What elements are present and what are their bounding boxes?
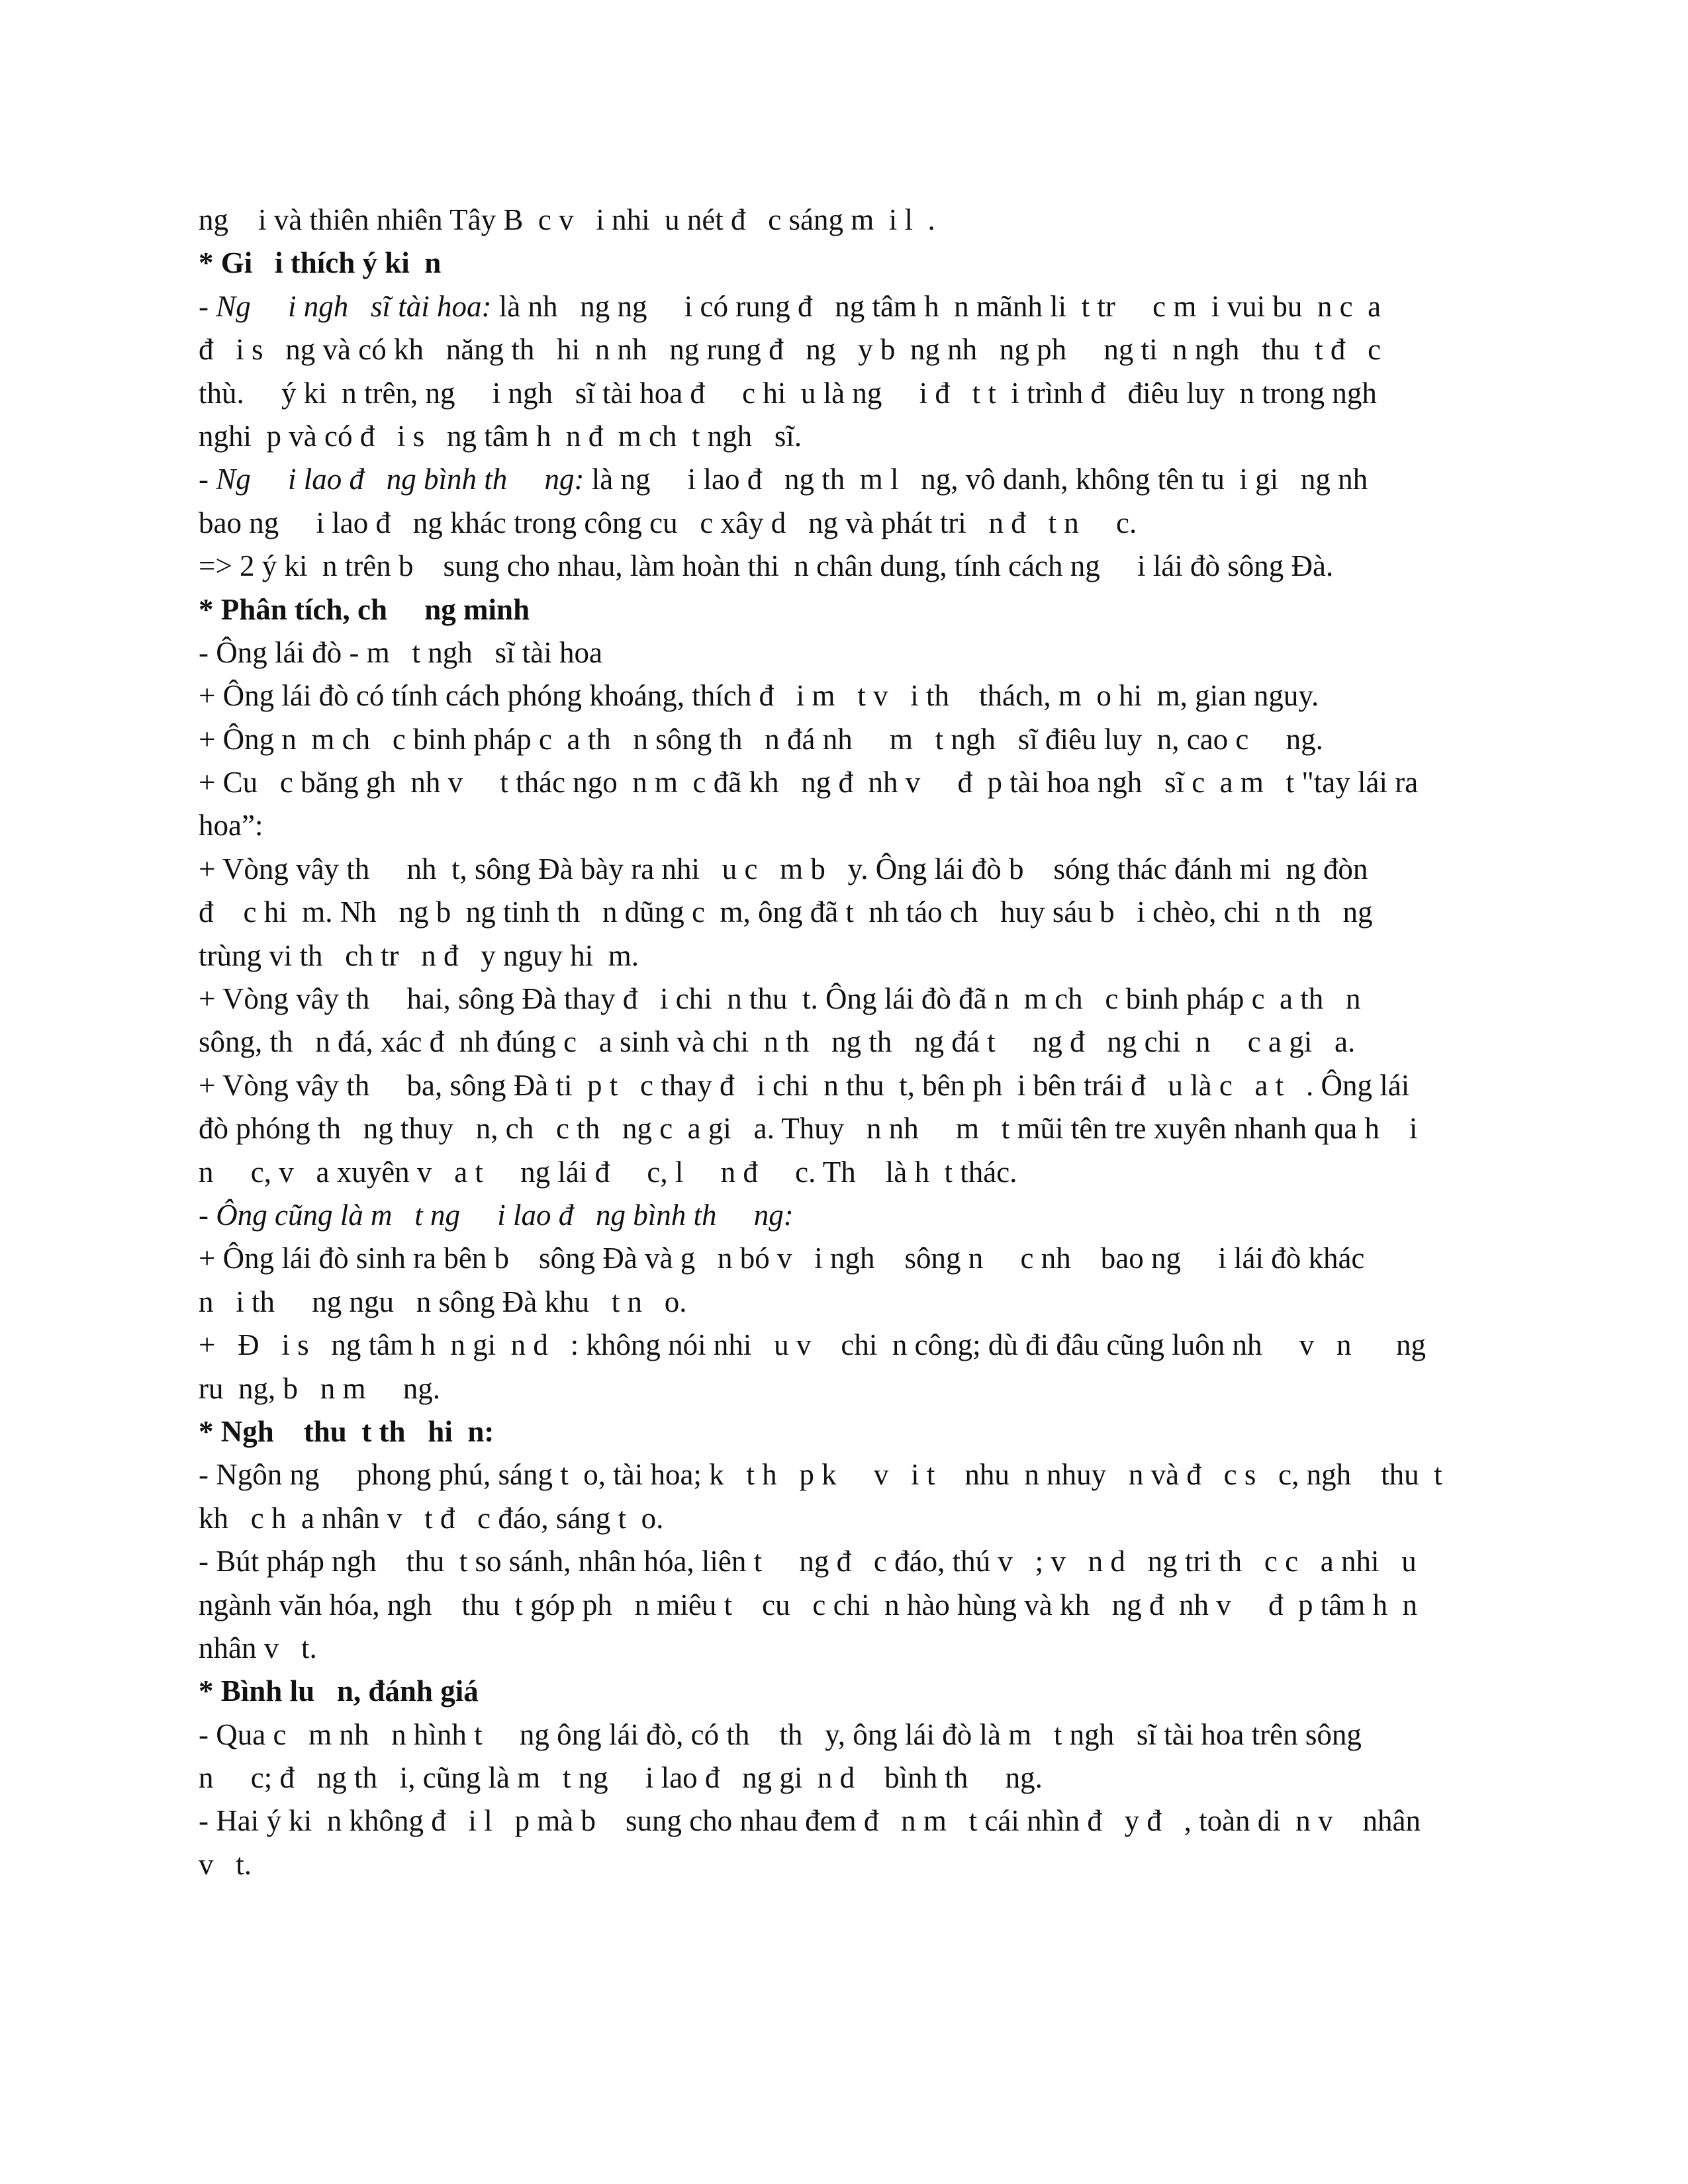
text-line: [199, 372, 1496, 415]
text-run: đ c hi m. Nh ng b ng tinh th n dũng c m, ông đã t nh táo ch huy sáu b i chèo, chi n th ng: [199, 895, 1373, 929]
italic-term: - Ông cũng là m t ng i lao đ ng bình th ng:: [199, 1198, 794, 1232]
text-line: [199, 285, 1496, 328]
text-line: [199, 804, 1496, 847]
text-line: [199, 1107, 1496, 1150]
text-line: [199, 1799, 1496, 1843]
text-line: [199, 1627, 1496, 1670]
text-line: [199, 1670, 1496, 1713]
text-run: đ i s ng và có kh năng th hi n nh ng rung đ ng y b ng nh ng ph ng ti n ngh thu t đ c: [199, 333, 1382, 367]
text-line: [199, 891, 1496, 934]
text-line: [199, 848, 1496, 891]
section-heading: * Gi i thích ý ki n: [199, 246, 442, 280]
text-run: hoa”:: [199, 809, 263, 842]
text-line: [199, 1064, 1496, 1107]
italic-term: - Ng i ngh sĩ tài hoa:: [199, 289, 492, 323]
section-heading: * Ngh thu t th hi n:: [199, 1414, 494, 1448]
text-run: + Vòng vây th nh t, sông Đà bày ra nhi u c m b y. Ông lái đò b sóng thác đánh mi ng đòn: [199, 852, 1368, 886]
text-run: - Ông lái đò - m t ngh sĩ tài hoa: [199, 635, 602, 669]
text-run: nhân v t.: [199, 1631, 317, 1664]
section-heading: * Bình lu n, đánh giá: [199, 1674, 479, 1708]
text-line: [199, 415, 1496, 458]
text-run: nghi p và có đ i s ng tâm h n đ m ch t ngh sĩ.: [199, 419, 802, 453]
text-line: [199, 1194, 1496, 1237]
text-line: [199, 1497, 1496, 1540]
text-run: ru ng, b n m ng.: [199, 1371, 440, 1405]
text-line: [199, 502, 1496, 545]
text-run: + Ông n m ch c binh pháp c a th n sông th n đá nh m t ngh sĩ điêu luy n, cao c ng.: [199, 722, 1323, 756]
text-run: + Vòng vây th ba, sông Đà ti p t c thay đ i chi n thu t, bên ph i bên trái đ u là c a t . Ông lái: [199, 1068, 1410, 1102]
text-run: ngành văn hóa, ngh thu t góp ph n miêu t cu c chi n hào hùng và kh ng đ nh v đ p tâm h n: [199, 1588, 1418, 1621]
text-run: + Cu c băng gh nh v t thác ngo n m c đã kh ng đ nh v đ p tài hoa ngh sĩ c a m t "tay lái ra: [199, 766, 1419, 799]
text-run: bao ng i lao đ ng khác trong công cu c xây d ng và phát tri n đ t n c.: [199, 506, 1137, 539]
italic-term: - Ng i lao đ ng bình th ng:: [199, 463, 585, 496]
text-run: v t.: [199, 1847, 252, 1881]
text-line: [199, 1410, 1496, 1453]
text-line: [199, 674, 1496, 717]
text-run: + Ông lái đò có tính cách phóng khoáng, thích đ i m t v i th thách, m o hi m, gian nguy.: [199, 679, 1319, 713]
text-run: - Hai ý ki n không đ i l p mà b sung cho nhau đem đ n m t cái nhìn đ y đ , toàn di n v nhân: [199, 1804, 1421, 1838]
text-run: sông, th n đá, xác đ nh đúng c a sinh và chi n th ng th ng đá t ng đ ng chi n c a gi a.: [199, 1025, 1356, 1059]
text-run: + Vòng vây th hai, sông Đà thay đ i chi n thu t. Ông lái đò đã n m ch c binh pháp c a th n: [199, 982, 1361, 1016]
text-line: [199, 1281, 1496, 1324]
text-run: + Ông lái đò sinh ra bên b sông Đà và g n bó v i ngh sông n c nh bao ng i lái đò khác: [199, 1242, 1365, 1275]
text-run: n i th ng ngu n sông Đà khu t n o.: [199, 1285, 687, 1318]
text-run: là ng i lao đ ng th m l ng, vô danh, không tên tu i gi ng nh: [584, 463, 1368, 496]
text-line: [199, 1584, 1496, 1627]
text-run: => 2 ý ki n trên b sung cho nhau, làm hoàn thi n chân dung, tính cách ng i lái đò sông Đà.: [199, 549, 1334, 583]
text-run: n c, v a xuyên v a t ng lái đ c, l n đ c. Th là h t thác.: [199, 1155, 1017, 1189]
text-line: [199, 1843, 1496, 1886]
text-line: [199, 1021, 1496, 1064]
text-run: là nh ng ng i có rung đ ng tâm h n mãnh li t tr c m i vui bu n c a: [491, 289, 1382, 323]
text-run: đò phóng th ng thuy n, ch c th ng c a gi a. Thuy n nh m t mũi tên tre xuyên nhanh qua h i: [199, 1112, 1418, 1146]
text-line: [199, 718, 1496, 761]
text-run: - Qua c m nh n hình t ng ông lái đò, có th th y, ông lái đò là m t ngh sĩ tài hoa trên sông: [199, 1717, 1362, 1751]
text-line: [199, 199, 1496, 242]
text-line: [199, 1540, 1496, 1583]
text-run: trùng vi th ch tr n đ y nguy hi m.: [199, 938, 639, 972]
text-run: ng i và thiên nhiên Tây B c v i nhi u nét đ c sáng m i l .: [199, 203, 935, 236]
text-line: [199, 631, 1496, 674]
text-run: n c; đ ng th i, cũng là m t ng i lao đ ng gi n d bình th ng.: [199, 1761, 1043, 1795]
text-run: - Bút pháp ngh thu t so sánh, nhân hóa, liên t ng đ c đáo, thú v ; v n d ng tri th c c a nhi u: [199, 1545, 1417, 1578]
text-line: [199, 978, 1496, 1021]
text-line: [199, 545, 1496, 588]
section-heading: * Phân tích, ch ng minh: [199, 592, 530, 626]
text-run: - Ngôn ng phong phú, sáng t o, tài hoa; k t h p k v i t nhu n nhuy n và đ c s c, ngh thu t: [199, 1458, 1442, 1492]
text-run: thù. ý ki n trên, ng i ngh sĩ tài hoa đ c hi u là ng i đ t t i trình đ điêu luy n trong ngh: [199, 376, 1377, 410]
text-run: kh c h a nhân v t đ c đáo, sáng t o.: [199, 1501, 664, 1535]
text-line: [199, 1453, 1496, 1496]
text-line: [199, 1324, 1496, 1367]
text-line: [199, 588, 1496, 631]
text-run: + Đ i s ng tâm h n gi n d : không nói nhi u v chi n công; dù đi đâu cũng luôn nh v n ng: [199, 1328, 1427, 1362]
text-line: [199, 934, 1496, 978]
document-page: [199, 199, 1496, 1886]
text-line: [199, 242, 1496, 285]
text-line: [199, 328, 1496, 371]
text-line: [199, 761, 1496, 804]
text-line: [199, 1367, 1496, 1410]
text-line: [199, 1237, 1496, 1280]
text-line: [199, 1756, 1496, 1799]
text-line: [199, 1151, 1496, 1194]
text-line: [199, 458, 1496, 501]
text-line: [199, 1713, 1496, 1756]
